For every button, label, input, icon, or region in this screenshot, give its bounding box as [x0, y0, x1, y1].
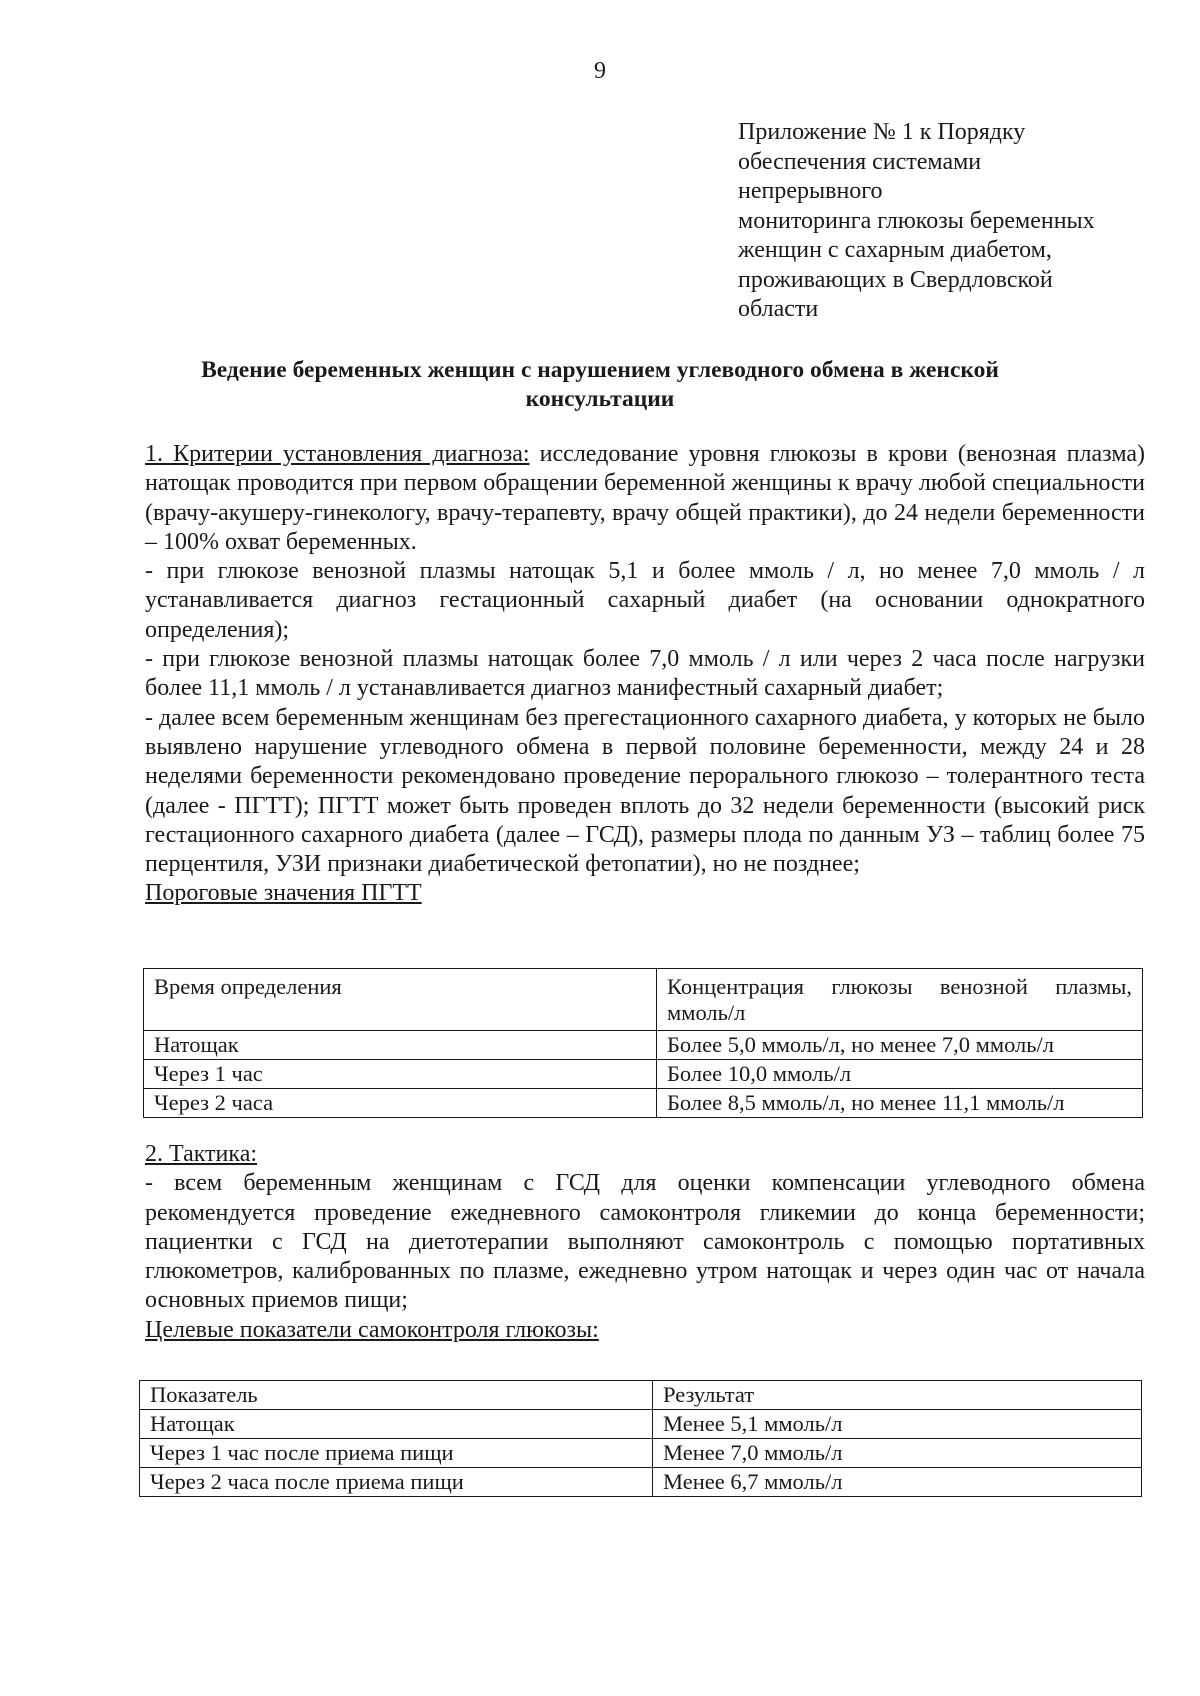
table2-caption: Целевые показатели самоконтроля глюкозы:: [145, 1316, 599, 1343]
table-cell: Натощак: [140, 1410, 653, 1439]
criteria-item-gestational: - при глюкозе венозной плазмы натощак 5,1 и более ммоль / л, но менее 7,0 ммоль / л устанавливается диагноз гестационный сахарный диабет (на основании однократного определения);: [145, 558, 1145, 643]
section2-heading: 2. Тактика:: [145, 1141, 258, 1167]
table-row: [140, 1468, 1142, 1497]
appendix-line: обеспечения системами: [738, 148, 982, 175]
section1-intro-text: исследование уровня глюкозы в крови (венозная плазма) натощак проводится при первом обращении беременной женщины к врачу любой специальности (врачу-акушеру-гинекологу, врачу-терапевту, врачу общей практики), до 24 недели беременности – 100% охват беременных.: [145, 441, 1145, 555]
section-tactics: [145, 1140, 1145, 1345]
section1-intro-paragraph: [145, 440, 1145, 557]
table-cell: Более 10,0 ммоль/л: [657, 1060, 1143, 1089]
appendix-line: женщин с сахарным диабетом,: [738, 237, 1052, 263]
table-cell: Более 8,5 ммоль/л, но менее 11,1 ммоль/л: [657, 1089, 1143, 1118]
appendix-line: Приложение № 1 к Порядку: [738, 119, 1026, 145]
table-header-cell: Результат: [653, 1381, 1142, 1410]
table-header-cell: Время определения: [144, 969, 657, 1031]
table-row: [144, 1060, 1143, 1089]
table-row: [140, 1439, 1142, 1468]
table-header-row: [140, 1381, 1142, 1410]
table-header-cell: Концентрация глюкозы венозной плазмы, ммоль/л: [657, 969, 1143, 1031]
table-row: [144, 1031, 1143, 1060]
table-cell: Более 5,0 ммоль/л, но менее 7,0 ммоль/л: [657, 1031, 1143, 1060]
section1-heading: 1. Критерии установления диагноза:: [145, 441, 530, 467]
table-header-cell: Показатель: [140, 1381, 653, 1410]
table-cell: Менее 6,7 ммоль/л: [653, 1468, 1142, 1497]
appendix-line: мониторинга глюкозы беременных: [738, 207, 1095, 234]
criteria-item-manifest: - при глюкозе венозной плазмы натощак более 7,0 ммоль / л или через 2 часа после нагрузки более 11,1 ммоль / л устанавливается диагноз манифестный сахарный диабет;: [145, 646, 1145, 702]
table-row: [144, 1089, 1143, 1118]
appendix-note: [738, 118, 1158, 325]
table-row: [140, 1410, 1142, 1439]
page-number: 9: [594, 58, 606, 84]
table-cell: Менее 7,0 ммоль/л: [653, 1439, 1142, 1468]
table1-caption: Пороговые значения ПГТТ: [145, 880, 422, 907]
section-diagnosis-criteria: [145, 440, 1145, 909]
table-cell: Натощак: [144, 1031, 657, 1060]
table-header-row: [144, 969, 1143, 1031]
section2-text: - всем беременным женщинам с ГСД для оценки компенсации углеводного обмена рекомендуется проведение ежедневного самоконтроля гликемии до конца беременности; пациентки с ГСД на диетотерапии выполняют самоконтроль с помощью портативных глюкометров, калиброванных по плазме, ежедневно утром натощак и через один час от начала основных приемов пищи;: [145, 1170, 1145, 1314]
table-cell: Через 2 часа после приема пищи: [140, 1468, 653, 1497]
table-cell: Через 2 часа: [144, 1089, 657, 1118]
appendix-line: непрерывного: [738, 178, 883, 204]
pgtt-threshold-table: [143, 968, 1143, 1118]
criteria-item-pgtt: - далее всем беременным женщинам без прегестационного сахарного диабета, у которых не было выявлено нарушение углеводного обмена в первой половине беременности, между 24 и 28 неделями беременности рекомендовано проведение перорального глюкозо – толерантного теста (далее - ПГТТ); ПГТТ может быть проведен вплоть до 32 недели беременности (высокий риск гестационного сахарного диабета (далее – ГСД), размеры плода по данным УЗ – таблиц более 75 перцентиля, УЗИ признаки диабетической фетопатии), но не позднее;: [145, 704, 1145, 878]
self-monitoring-targets-table: [139, 1380, 1142, 1497]
table-cell: Через 1 час: [144, 1060, 657, 1089]
title-line-2: консультации: [525, 386, 675, 412]
table-cell: Через 1 час после приема пищи: [140, 1439, 653, 1468]
appendix-line: области: [738, 296, 819, 322]
appendix-line: проживающих в Свердловской: [738, 266, 1053, 293]
title-line-1: Ведение беременных женщин с нарушением углеводного обмена в женской: [201, 357, 999, 383]
table-cell: Менее 5,1 ммоль/л: [653, 1410, 1142, 1439]
document-title: [150, 356, 1050, 414]
